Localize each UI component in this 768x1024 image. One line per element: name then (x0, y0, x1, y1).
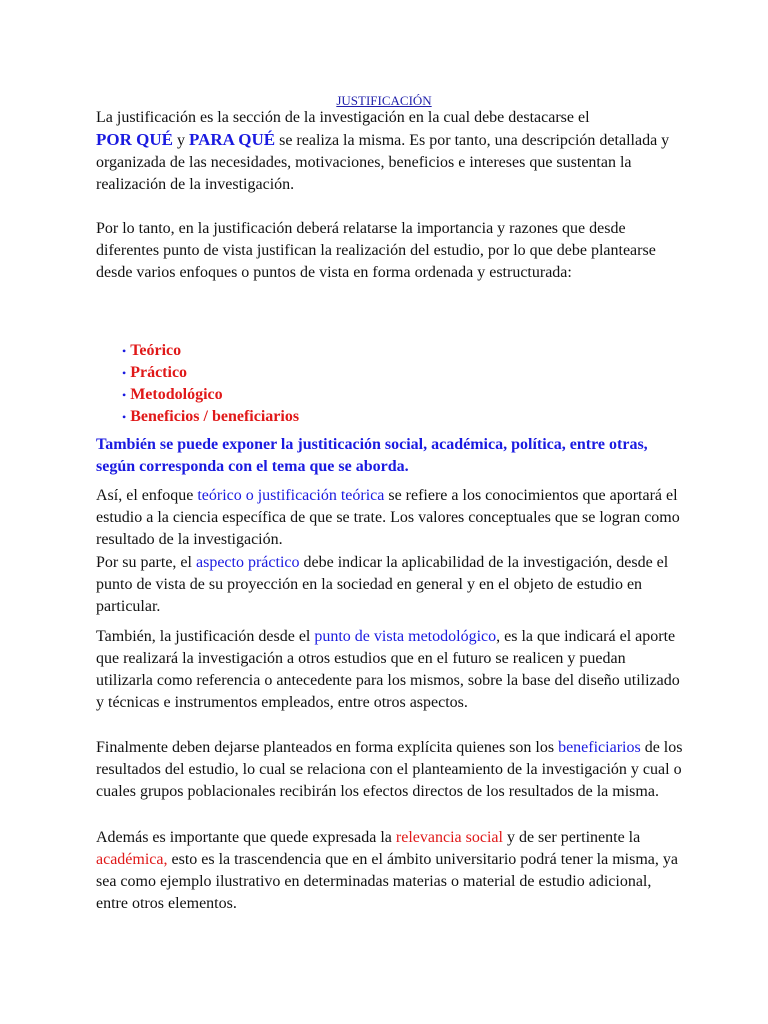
paragraph-text: esto es la trascendencia que en el ámbito universitario podrá tener la misma, ya sea como ejemplo ilustrativo en determinadas materias o material de estudio adicional, entre otros elementos. (96, 851, 678, 912)
list-item-label: Práctico (130, 364, 188, 381)
paragraph-other-justifications: También se puede exponer la justiticación social, académica, política, entre otras, según corresponda con el tema que se aborda. (96, 436, 648, 475)
highlight-academic: académica, (96, 851, 168, 868)
paragraph-text: debe indicar la aplicabilidad de la investigación, desde el punto de vista de su proyección en la sociedad en general y en el objeto de estudio en particular. (96, 554, 669, 615)
list-item (122, 384, 299, 406)
paragraph-text: Así, el enfoque (96, 487, 198, 504)
paragraph-text: se refiere a los conocimientos que aportará el estudio a la ciencia específica de que se trate. Los valores conceptuales que se logran como resultado de la investigación. (96, 487, 680, 548)
list-item-label: Beneficios / beneficiarios (130, 408, 300, 425)
highlight-methodological: punto de vista metodológico (314, 628, 497, 645)
highlight-theoretical: teórico o justificación teórica (197, 487, 385, 504)
aspects-list (122, 340, 299, 428)
list-item (122, 340, 299, 362)
paragraph-text: y de ser pertinente la (502, 829, 641, 846)
list-item-label: Metodológico (130, 386, 223, 403)
paragraph-approaches: Por lo tanto, en la justificación deberá relatarse la importancia y razones que desde diferentes punto de vista justifican la realización del estudio, por lo que debe plantearse desde varios enfoques o puntos de vista en forma ordenada y estructurada: (96, 220, 656, 281)
list-item (122, 362, 299, 384)
paragraph-theoretical (96, 485, 686, 551)
paragraph-definition-text: se realiza la misma. Es por tanto, una descripción detallada y organizada de las necesidades, motivaciones, beneficios e intereses que sustentan la realización de la investigación. (96, 132, 670, 193)
paragraph-text: Por su parte, el (96, 554, 196, 571)
paragraph-text: También, la justificación desde el (96, 628, 315, 645)
highlight-para-que: PARA QUÉ (188, 130, 276, 149)
highlight-practical: aspecto práctico (195, 554, 300, 571)
paragraph-definition-text: y (172, 132, 189, 149)
highlight-social-relevance: relevancia social (395, 829, 503, 846)
bullet-icon: • (122, 366, 127, 380)
page-title: JUSTIFICACIÓN (336, 93, 432, 108)
paragraph-definition-text: La justificación es la sección de la investigación en la cual debe destacarse el (96, 109, 590, 126)
list-item-label: Teórico (130, 342, 182, 359)
paragraph-text: , es la que indicará el aporte que realizará la investigación a otros estudios que en el futuro se realicen y puedan utilizarla como referencia o antecedente para los mismos, sobre la base del diseño utilizado y técnicas e instrumentos empleados, entre otros aspectos. (96, 628, 680, 711)
bullet-icon: • (122, 410, 127, 424)
highlight-por-que: POR QUÉ (96, 130, 173, 149)
highlight-beneficiaries: beneficiarios (558, 739, 641, 756)
paragraph-practical (96, 552, 686, 618)
paragraph-relevance (96, 827, 686, 915)
bullet-icon: • (122, 344, 127, 358)
paragraph-methodological (96, 626, 686, 714)
bullet-icon: • (122, 388, 127, 402)
paragraph-text: Además es importante que quede expresada la (96, 829, 396, 846)
list-item (122, 406, 299, 428)
paragraph-definition (96, 107, 686, 196)
paragraph-beneficiaries (96, 737, 686, 803)
paragraph-text: de los resultados del estudio, lo cual se relaciona con el planteamiento de la investigación y cual o cuales grupos poblacionales recibirán los efectos directos de los resultados de la misma. (96, 739, 683, 800)
paragraph-text: Finalmente deben dejarse planteados en forma explícita quienes son los (96, 739, 559, 756)
